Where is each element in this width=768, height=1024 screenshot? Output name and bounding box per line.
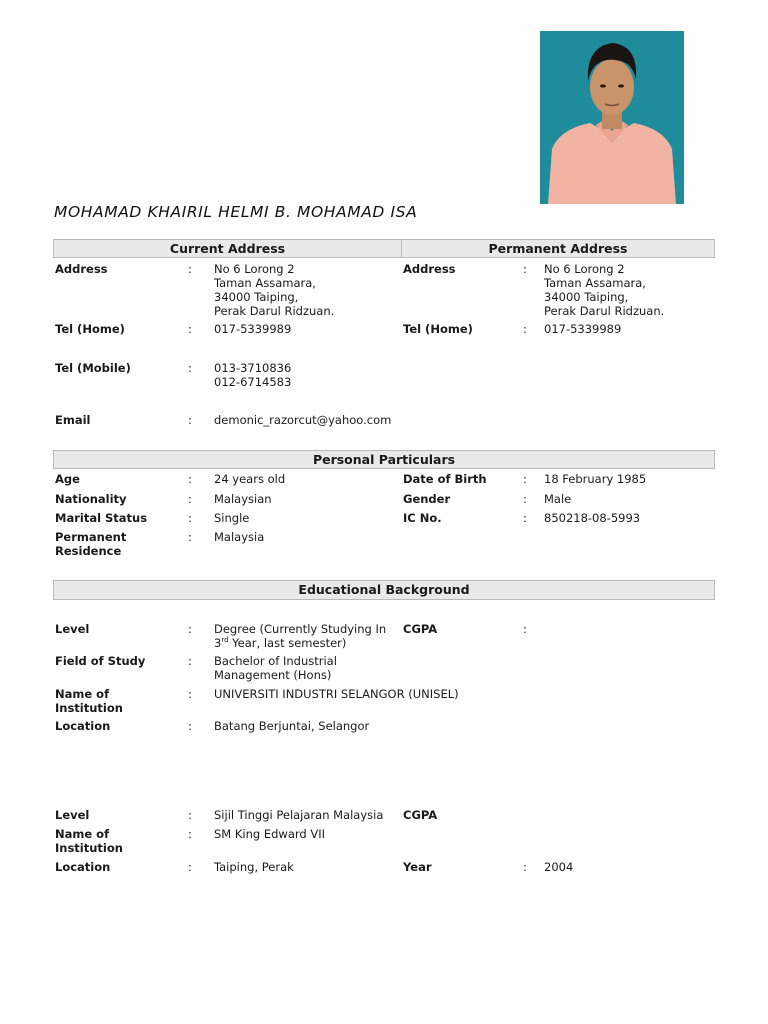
stpm-location-value: Taiping, Perak <box>214 860 294 874</box>
colon: : <box>188 808 192 822</box>
ic-value: 850218-08-5993 <box>544 511 641 525</box>
permanent-tel-home-label: Tel (Home) <box>403 322 473 336</box>
colon: : <box>188 827 192 841</box>
colon: : <box>523 262 527 276</box>
permanent-address-label: Address <box>403 262 456 276</box>
colon: : <box>188 322 192 336</box>
degree-level-label: Level <box>55 622 90 636</box>
email-value[interactable]: demonic_razorcut@yahoo.com <box>214 413 392 427</box>
email-label: Email <box>55 413 91 427</box>
marital-status-label: Marital Status <box>55 511 148 525</box>
residence-label: Permanent Residence <box>55 530 127 558</box>
degree-institution-label: Name of Institution <box>55 687 123 715</box>
tel-home-value: 017-5339989 <box>214 322 292 336</box>
dob-value: 18 February 1985 <box>544 472 647 486</box>
colon: : <box>188 413 192 427</box>
degree-level-text: Degree (Currently Studying In 3 <box>214 622 387 650</box>
colon: : <box>188 472 192 486</box>
tel-mobile-value: 013-3710836 012-6714583 <box>214 361 292 389</box>
residence-value: Malaysia <box>214 530 265 544</box>
field-of-study-value: Bachelor of Industrial Management (Hons) <box>214 654 337 682</box>
colon: : <box>188 622 192 636</box>
gender-value: Male <box>544 492 572 506</box>
colon: : <box>188 262 192 276</box>
address-section-header <box>53 239 715 258</box>
current-address-label: Address <box>55 262 108 276</box>
tel-home-label: Tel (Home) <box>55 322 125 336</box>
stpm-cgpa-label: CGPA <box>403 808 438 822</box>
colon: : <box>188 530 192 544</box>
education-section-header: Educational Background <box>53 580 715 600</box>
stpm-level-label: Level <box>55 808 90 822</box>
colon: : <box>523 511 527 525</box>
marital-status-value: Single <box>214 511 250 525</box>
colon: : <box>523 472 527 486</box>
degree-cgpa-label: CGPA <box>403 622 438 636</box>
colon: : <box>523 492 527 506</box>
personal-section-header: Personal Particulars <box>53 450 715 469</box>
current-address-heading: Current Address <box>169 241 286 256</box>
stpm-year-value: 2004 <box>544 860 574 874</box>
degree-level-text-end: Year, last semester) <box>228 636 347 650</box>
colon: : <box>523 860 527 874</box>
dob-label: Date of Birth <box>403 472 487 486</box>
permanent-tel-home-value: 017-5339989 <box>544 322 622 336</box>
colon: : <box>188 860 192 874</box>
colon: : <box>188 361 192 375</box>
degree-location-label: Location <box>55 719 111 733</box>
nationality-label: Nationality <box>55 492 127 506</box>
ordinal-suffix: rd <box>221 636 229 645</box>
current-address-value: No 6 Lorong 2 Taman Assamara, 34000 Taiping, Perak Darul Ridzuan. <box>214 262 335 318</box>
stpm-institution-label: Name of Institution <box>55 827 123 855</box>
nationality-value: Malaysian <box>214 492 272 506</box>
stpm-institution-value: SM King Edward VII <box>214 827 326 841</box>
colon: : <box>523 322 527 336</box>
tel-mobile-label: Tel (Mobile) <box>55 361 131 375</box>
colon: : <box>188 654 192 668</box>
permanent-address-heading: Permanent Address <box>488 241 628 256</box>
stpm-location-label: Location <box>55 860 111 874</box>
colon: : <box>188 719 192 733</box>
degree-institution-value: UNIVERSITI INDUSTRI SELANGOR (UNISEL) <box>214 687 459 701</box>
age-label: Age <box>55 472 80 486</box>
colon: : <box>188 687 192 701</box>
stpm-level-value: Sijil Tinggi Pelajaran Malaysia <box>214 808 384 822</box>
colon: : <box>523 622 527 636</box>
profile-photo <box>540 31 684 204</box>
stpm-year-label: Year <box>403 860 432 874</box>
applicant-name: MOHAMAD KHAIRIL HELMI B. MOHAMAD ISA <box>54 203 418 221</box>
field-of-study-label: Field of Study <box>55 654 146 668</box>
permanent-address-value: No 6 Lorong 2 Taman Assamara, 34000 Taiping, Perak Darul Ridzuan. <box>544 262 665 318</box>
ic-label: IC No. <box>403 511 442 525</box>
age-value: 24 years old <box>214 472 286 486</box>
colon: : <box>188 511 192 525</box>
gender-label: Gender <box>403 492 451 506</box>
degree-level-value <box>214 622 386 650</box>
degree-location-value: Batang Berjuntai, Selangor <box>214 719 370 733</box>
colon: : <box>188 492 192 506</box>
